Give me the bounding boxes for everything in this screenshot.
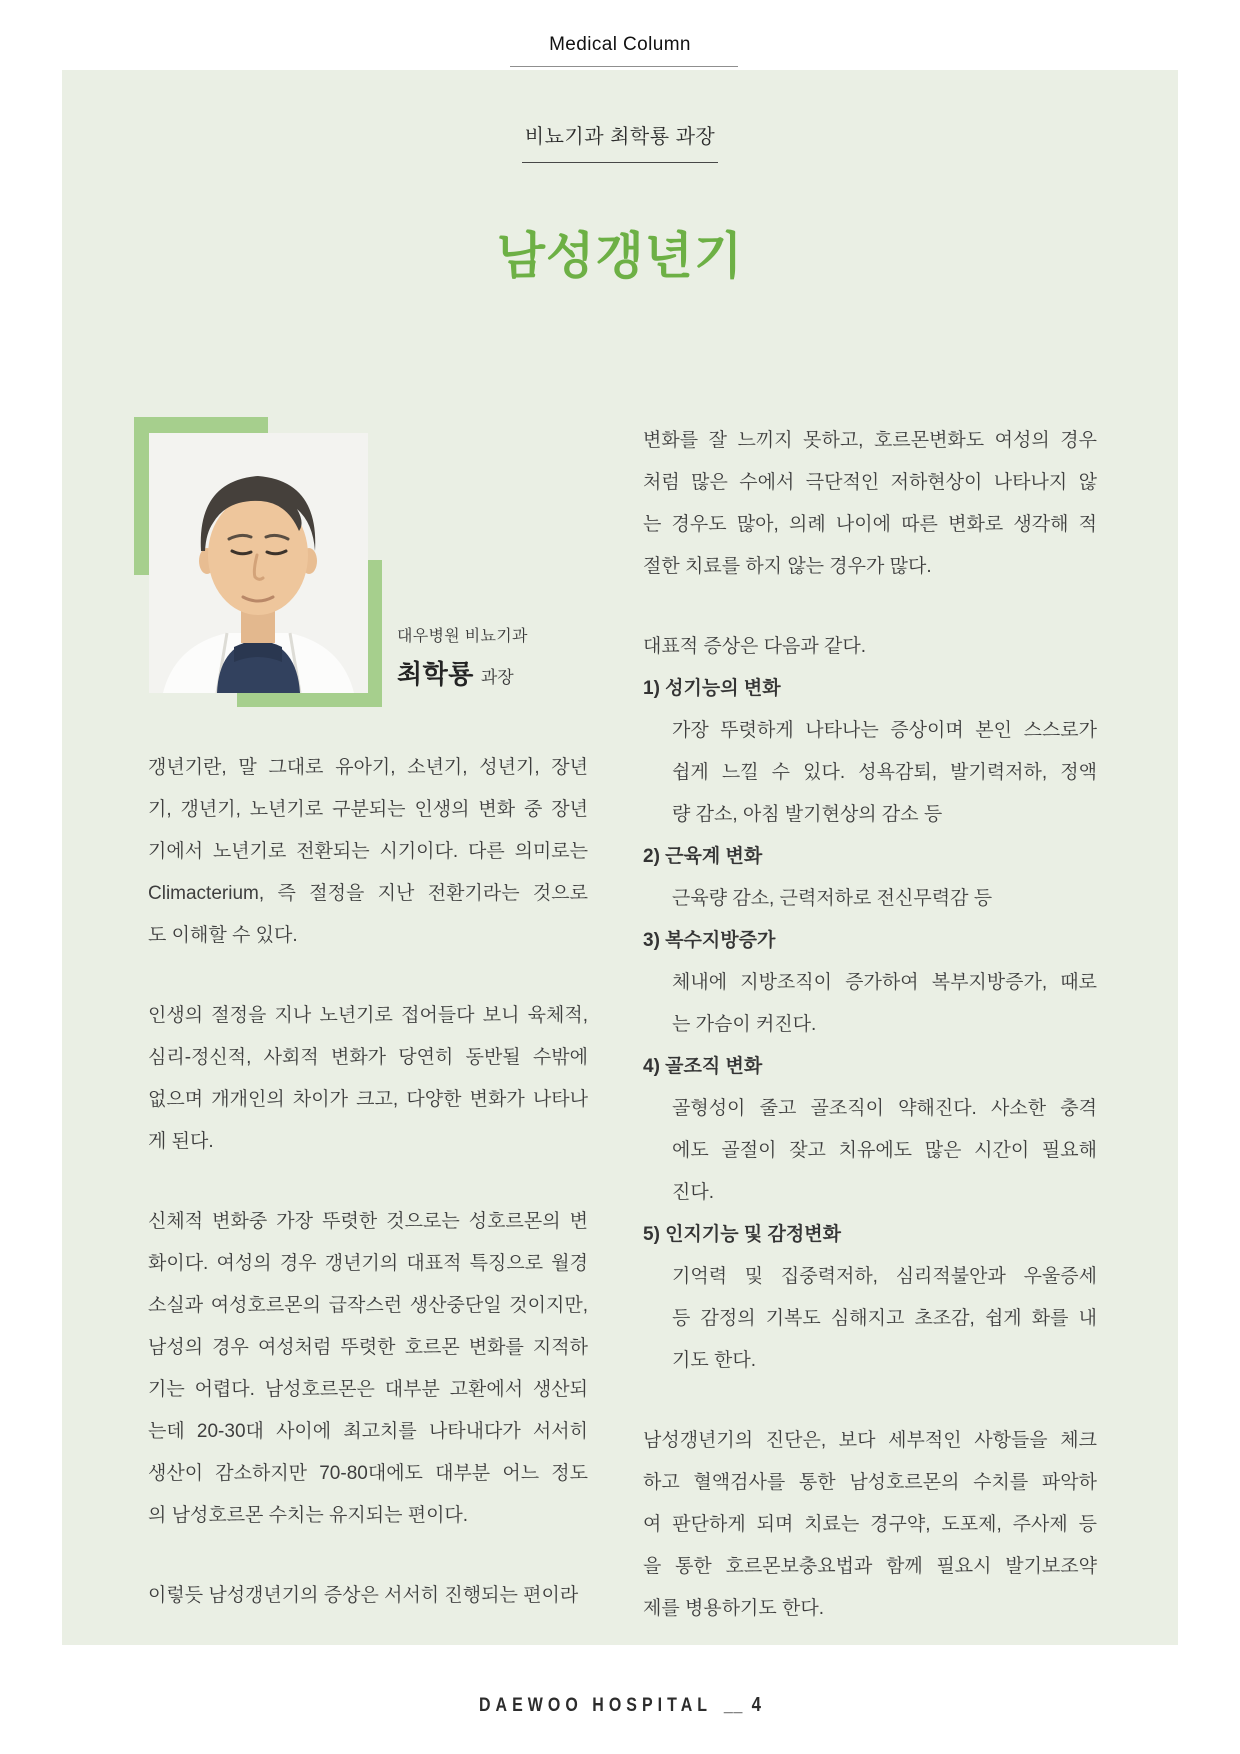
footer-hospital-name: DAEWOO HOSPITAL — [478, 1695, 712, 1716]
text-line: 에도 골절이 잦고 치유에도 많은 시간이 필요해 — [672, 1140, 1097, 1161]
paragraph — [148, 747, 588, 957]
text-line: 하고 혈액검사를 통한 남성호르몬의 수치를 파악하 — [643, 1472, 1097, 1493]
symptom-body — [643, 710, 1097, 836]
text-line: 진다. — [672, 1182, 714, 1203]
symptom-body — [643, 962, 1097, 1046]
symptom-label: 5) 인지기능 및 감정변화 — [643, 1224, 841, 1245]
text-line: 쉽게 느낄 수 있다. 성욕감퇴, 발기력저하, 정액 — [672, 762, 1097, 783]
text-line: 남성갱년기의 진단은, 보다 세부적인 사항들을 체크 — [643, 1430, 1097, 1451]
text-line: 소실과 여성호르몬의 급작스런 생산중단일 것이지만, — [148, 1295, 588, 1316]
text-line: 없으며 개개인의 차이가 크고, 다양한 변화가 나타나 — [148, 1089, 588, 1110]
text-line: 대표적 증상은 다음과 같다. — [643, 636, 867, 657]
column-header-label: Medical Column — [549, 34, 691, 55]
text-line: 기에서 노년기로 전환되는 시기이다. 다른 의미로는 — [148, 841, 588, 862]
text-line: 제를 병용하기도 한다. — [643, 1598, 825, 1619]
right-text-column — [643, 420, 1097, 1630]
page-header — [0, 34, 1240, 56]
text-line: 여 판단하게 되며 치료는 경구약, 도포제, 주사제 등 — [643, 1514, 1097, 1535]
paragraph — [643, 626, 1097, 668]
text-line: 기, 갱년기, 노년기로 구분되는 인생의 변화 중 장년 — [148, 799, 588, 820]
text-line: 생산이 감소하지만 70-80대에도 대부분 어느 정도 — [148, 1463, 588, 1484]
footer-inner — [479, 1694, 762, 1717]
text-line: 신체적 변화중 가장 뚜렷한 것으로는 성호르몬의 변 — [148, 1211, 588, 1232]
text-line: 화이다. 여성의 경우 갱년기의 대표적 특징으로 월경 — [148, 1253, 588, 1274]
symptom-label: 3) 복수지방증가 — [643, 930, 776, 951]
byline — [62, 120, 1178, 163]
text-line: 갱년기란, 말 그대로 유아기, 소년기, 성년기, 장년 — [148, 757, 588, 778]
paragraph — [643, 1420, 1097, 1630]
footer-separator: __ — [723, 1695, 743, 1716]
text-line: 도 이해할 수 있다. — [148, 925, 298, 946]
article-panel — [62, 70, 1178, 1645]
symptom-body — [643, 1088, 1097, 1214]
text-line: 절한 치료를 하지 않는 경우가 많다. — [643, 556, 932, 577]
text-line: 처럼 많은 수에서 극단적인 저하현상이 나타나지 않 — [643, 472, 1097, 493]
caption-name: 최학룡 — [397, 659, 474, 689]
text-line: 기도 한다. — [672, 1350, 756, 1371]
text-line: 변화를 잘 느끼지 못하고, 호르몬변화도 여성의 경우 — [643, 430, 1097, 451]
left-text-column — [148, 747, 588, 1617]
text-line: 의 남성호르몬 수치는 유지되는 편이다. — [148, 1505, 469, 1526]
text-line: 는데 20-30대 사이에 최고치를 나타내다가 서서히 — [148, 1421, 588, 1442]
page-footer — [0, 1694, 1240, 1717]
text-line: 을 통한 호르몬보충요법과 함께 필요시 발기보조약 — [643, 1556, 1097, 1577]
text-line: 심리-정신적, 사회적 변화가 당연히 동반될 수밖에 — [148, 1047, 588, 1068]
text-line: 남성의 경우 여성처럼 뚜렷한 호르몬 변화를 지적하 — [148, 1337, 588, 1358]
symptom-label: 2) 근육계 변화 — [643, 846, 763, 867]
symptom-body — [643, 1256, 1097, 1382]
doctor-photo — [149, 433, 368, 693]
text-line: 등 감정의 기복도 심해지고 초조감, 쉽게 화를 내 — [672, 1308, 1097, 1329]
byline-text: 비뇨기과 최학룡 과장 — [522, 120, 719, 163]
paragraph — [148, 1575, 588, 1617]
text-line: 기억력 및 집중력저하, 심리적불안과 우울증세 — [672, 1266, 1097, 1287]
caption-name-row — [397, 654, 528, 691]
paragraph — [643, 420, 1097, 588]
text-line: 인생의 절정을 지나 노년기로 접어들다 보니 육체적, — [148, 1005, 588, 1026]
text-line: 기는 어렵다. 남성호르몬은 대부분 고환에서 생산되 — [148, 1379, 588, 1400]
text-line: 골형성이 줄고 골조직이 약해진다. 사소한 충격 — [672, 1098, 1097, 1119]
text-line: 게 된다. — [148, 1131, 214, 1152]
paragraph — [148, 1201, 588, 1537]
symptom-label: 4) 골조직 변화 — [643, 1056, 763, 1077]
paragraph — [148, 995, 588, 1163]
caption-role: 과장 — [480, 668, 514, 687]
caption-department: 대우병원 비뇨기과 — [397, 628, 528, 645]
symptom-body — [643, 878, 1097, 920]
text-line: 근육량 감소, 근력저하로 전신무력감 등 — [672, 888, 993, 909]
photo-caption — [397, 626, 528, 691]
symptom-list — [643, 668, 1097, 1382]
text-line: 체내에 지방조직이 증가하여 복부지방증가, 때로 — [672, 972, 1097, 993]
footer-page-number: 4 — [751, 1694, 762, 1716]
text-line: 는 가슴이 커진다. — [672, 1014, 817, 1035]
text-line: 가장 뚜렷하게 나타나는 증상이며 본인 스스로가 — [672, 720, 1097, 741]
article-title: 남성갱년기 — [496, 228, 744, 284]
text-line: 이렇듯 남성갱년기의 증상은 서서히 진행되는 편이라 — [148, 1585, 579, 1606]
text-line: Climacterium, 즉 절정을 지난 전환기라는 것으로 — [148, 883, 588, 904]
text-line: 량 감소, 아침 발기현상의 감소 등 — [672, 804, 943, 825]
header-rule — [510, 66, 738, 67]
text-line: 는 경우도 많아, 의례 나이에 따른 변화로 생각해 적 — [643, 514, 1097, 535]
symptom-label: 1) 성기능의 변화 — [643, 678, 781, 699]
